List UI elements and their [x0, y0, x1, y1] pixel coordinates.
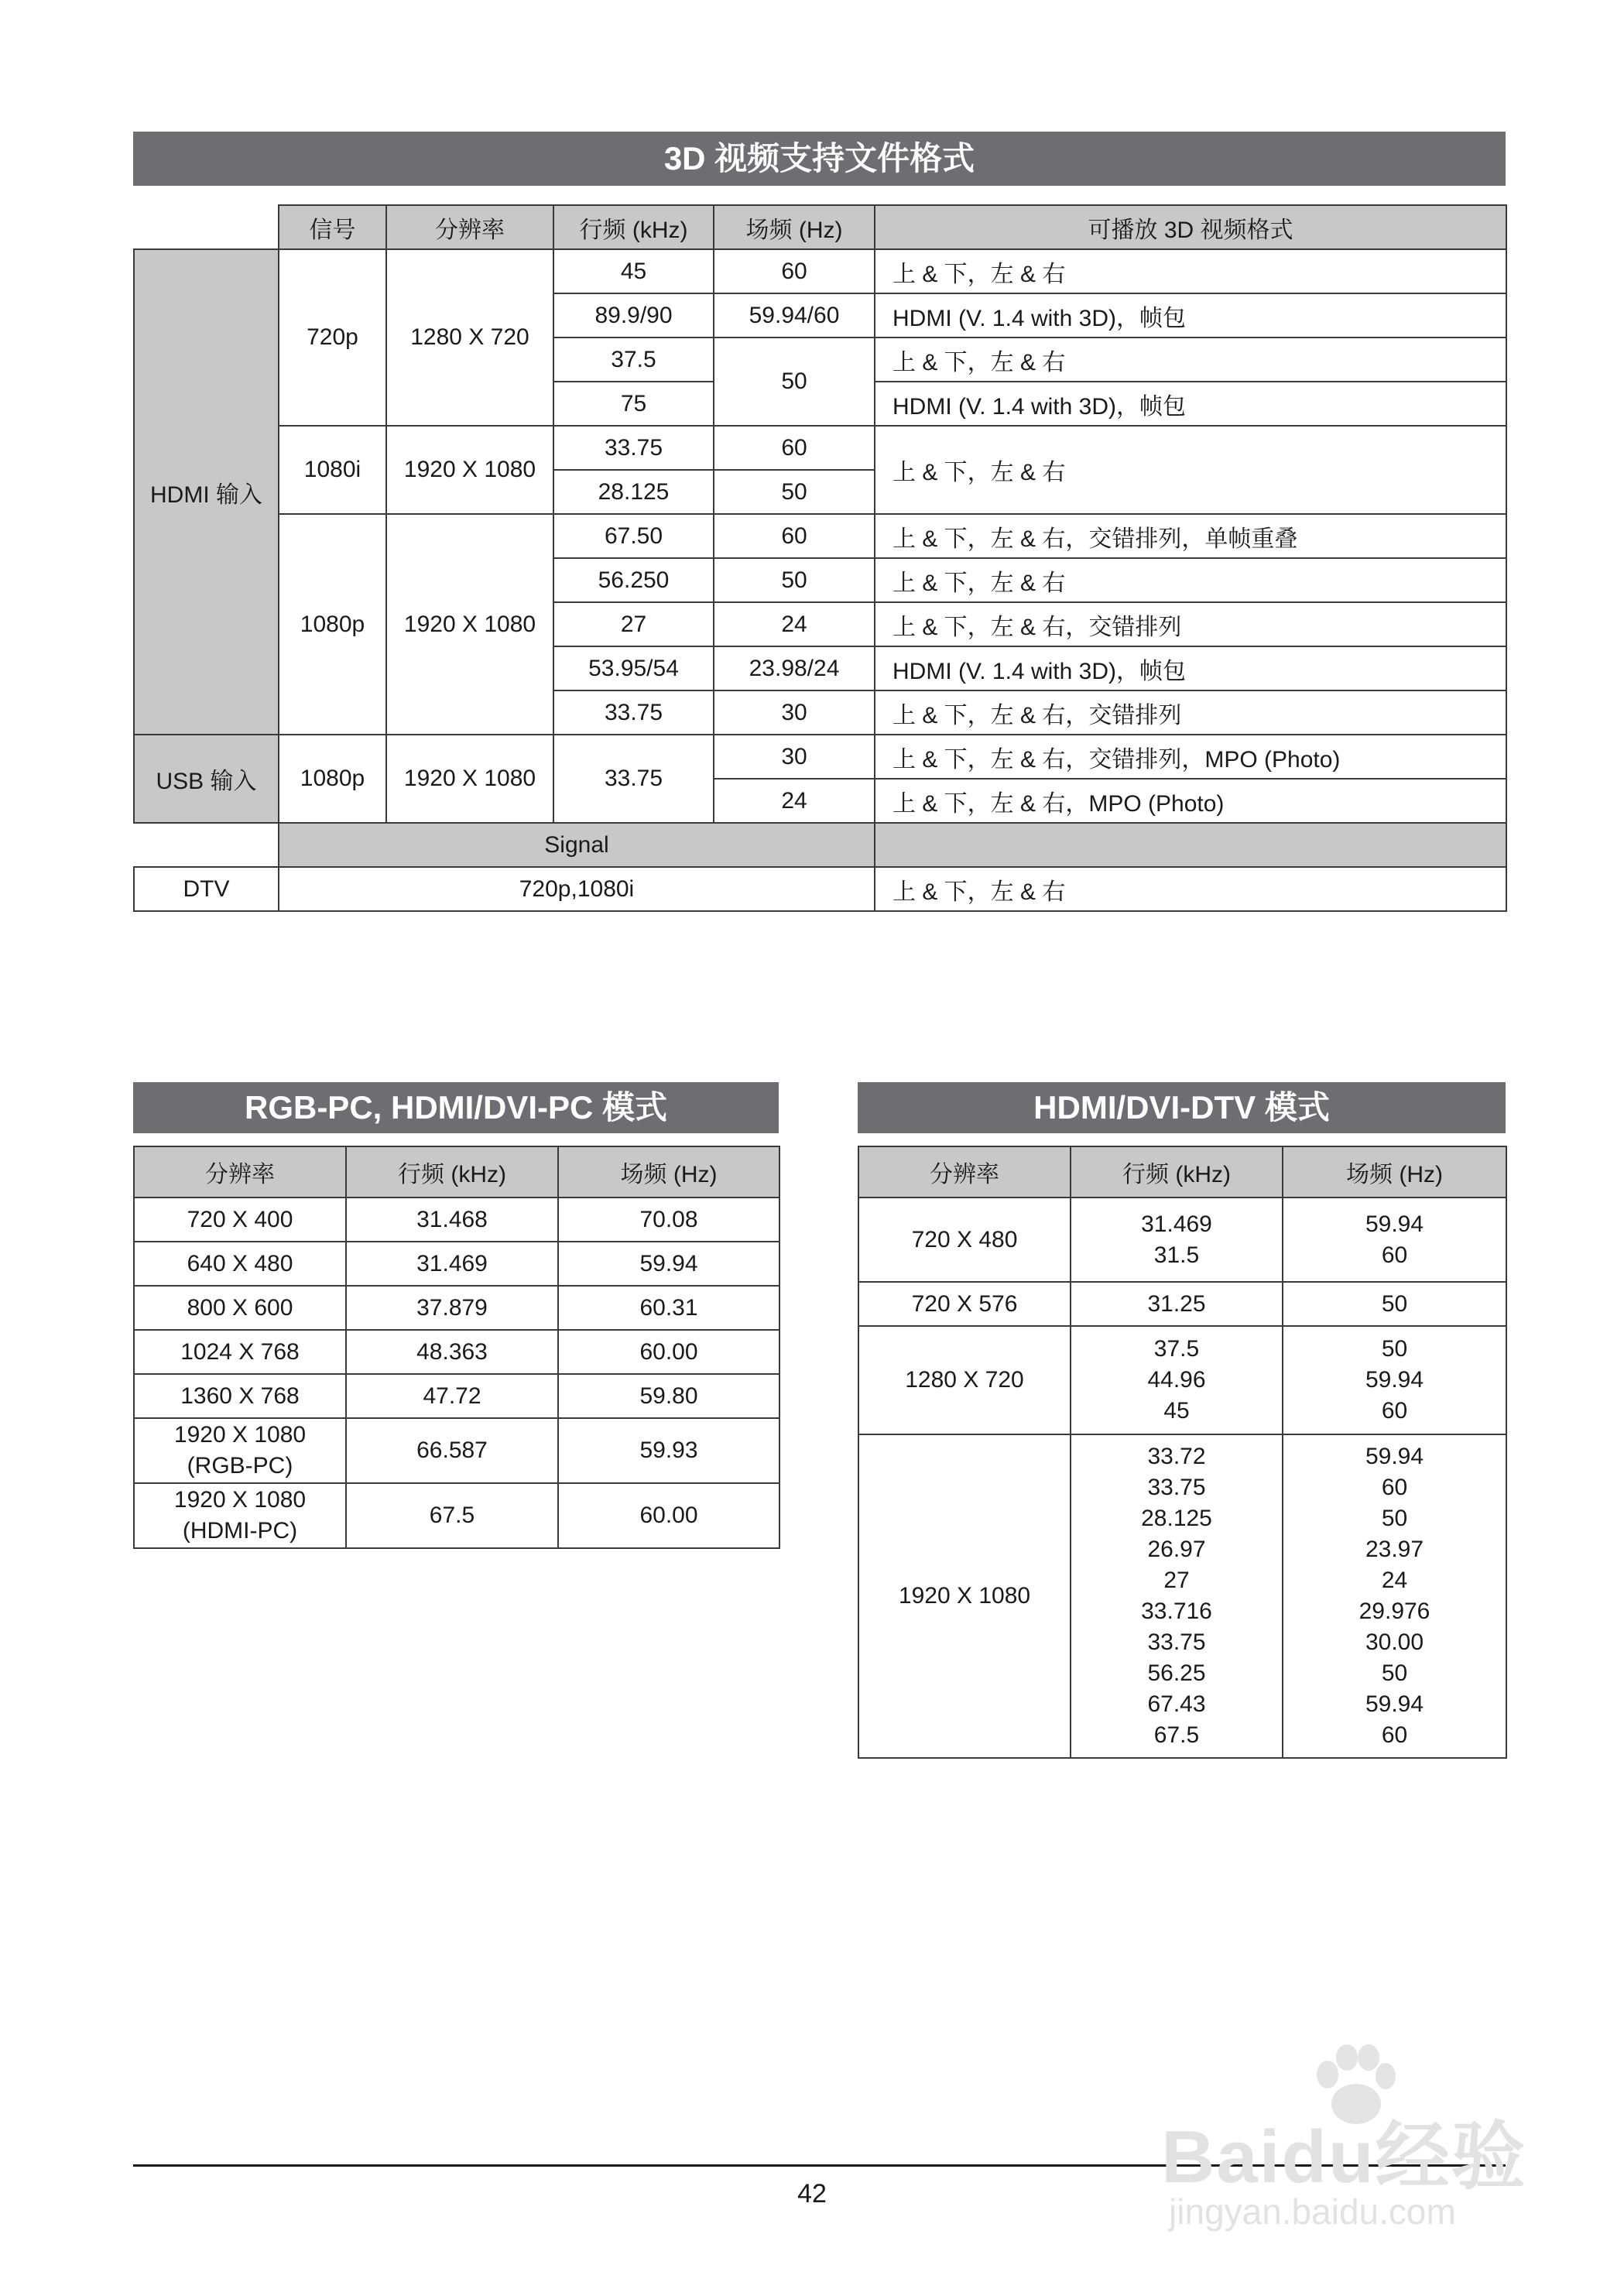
h-freq-cell — [1071, 1326, 1283, 1434]
resolution-cell: 1920 X 1080 — [386, 426, 553, 514]
table-row — [134, 1286, 779, 1330]
table-header-row — [858, 1146, 1506, 1198]
h-freq-cell: 33.75 — [553, 735, 714, 823]
usb-input-label: USB 输入 — [134, 735, 279, 823]
h-freq-cell: 45 — [553, 249, 714, 293]
value-line: 60 — [1381, 1398, 1408, 1424]
h-freq-cell: 33.75 — [553, 426, 714, 470]
header-h-freq: 行频 (kHz) — [1071, 1146, 1283, 1198]
format-cell: 上 & 下，左 & 右 — [875, 426, 1506, 514]
format-cell: 上 & 下，左 & 右，MPO (Photo) — [875, 779, 1506, 823]
v-freq-cell: 60 — [714, 514, 875, 558]
signal-header-blank — [875, 823, 1506, 867]
table-rgb-pc-mode — [133, 1146, 780, 1549]
value-line: 60 — [1381, 1475, 1408, 1500]
h-freq-cell — [1071, 1434, 1283, 1758]
signal-cell: 1080p — [279, 514, 386, 735]
page-number: 42 — [797, 2179, 827, 2208]
watermark-url: jingyan.baidu.com — [1169, 2191, 1456, 2232]
h-freq-cell: 56.250 — [553, 558, 714, 602]
value-line: 30.00 — [1365, 1629, 1424, 1655]
resolution-cell: 1280 X 720 — [858, 1326, 1071, 1434]
format-cell: HDMI (V. 1.4 with 3D)，帧包 — [875, 293, 1506, 338]
value-line: 60 — [1381, 1242, 1408, 1268]
table-row — [134, 1242, 779, 1286]
signal-cell: 1080i — [279, 426, 386, 514]
value-line: 50 — [1381, 1660, 1408, 1686]
format-cell: 上 & 下，左 & 右，交错排列，单帧重叠 — [875, 514, 1506, 558]
format-cell: 上 & 下，左 & 右，交错排列 — [875, 690, 1506, 735]
h-freq-cell: 47.72 — [346, 1374, 558, 1418]
watermark-logo: Baidu经验 — [1161, 2116, 1527, 2198]
watermark — [1161, 2044, 1548, 2245]
v-freq-cell: 50 — [714, 470, 875, 514]
value-line: 59.94 — [1365, 1211, 1424, 1237]
banner-rgb-pc-mode: RGB-PC, HDMI/DVI-PC 模式 — [133, 1082, 779, 1133]
hdmi-input-label: HDMI 输入 — [134, 249, 279, 735]
v-freq-cell — [1283, 1434, 1506, 1758]
header-3d-format: 可播放 3D 视频格式 — [875, 205, 1506, 249]
table-row — [134, 735, 1506, 779]
format-cell: 上 & 下，左 & 右 — [875, 867, 1506, 911]
dtv-signal: 720p,1080i — [279, 867, 875, 911]
value-line: 50 — [1381, 1506, 1408, 1531]
value-line: 31.5 — [1153, 1242, 1200, 1268]
h-freq-cell: 28.125 — [553, 470, 714, 514]
v-freq-cell: 60.00 — [558, 1483, 779, 1548]
resolution-cell: 1920 X 1080 — [858, 1434, 1071, 1758]
signal-header-row — [134, 823, 1506, 867]
table-row — [134, 1374, 779, 1418]
table-row — [858, 1434, 1506, 1758]
header-h-freq: 行频 (kHz) — [553, 205, 714, 249]
h-freq-cell: 67.5 — [346, 1483, 558, 1548]
value-line: 50 — [1381, 1290, 1408, 1317]
h-freq-cell: 48.363 — [346, 1330, 558, 1374]
v-freq-cell: 60.00 — [558, 1330, 779, 1374]
value-line: 31.25 — [1147, 1290, 1206, 1317]
h-freq-cell: 31.469 — [346, 1242, 558, 1286]
h-freq-cell: 27 — [553, 602, 714, 646]
table-row — [134, 1198, 779, 1242]
format-cell: HDMI (V. 1.4 with 3D)，帧包 — [875, 646, 1506, 690]
v-freq-cell: 24 — [714, 779, 875, 823]
value-line: 67.43 — [1147, 1691, 1206, 1717]
table-row — [858, 1326, 1506, 1434]
h-freq-cell: 53.95/54 — [553, 646, 714, 690]
v-freq-cell: 60 — [714, 426, 875, 470]
table-row — [134, 1483, 779, 1548]
table-row — [134, 249, 1506, 293]
v-freq-cell: 24 — [714, 602, 875, 646]
signal-cell: 1080p — [279, 735, 386, 823]
table-row — [134, 426, 1506, 470]
value-line: 33.72 — [1147, 1444, 1206, 1469]
signal-header: Signal — [279, 823, 875, 867]
table-row — [134, 867, 1506, 911]
format-cell: 上 & 下，左 & 右，交错排列，MPO (Photo) — [875, 735, 1506, 779]
header-resolution: 分辨率 — [386, 205, 553, 249]
v-freq-cell: 60 — [714, 249, 875, 293]
h-freq-cell — [1071, 1198, 1283, 1282]
v-freq-cell: 30 — [714, 735, 875, 779]
table-3d-formats — [133, 204, 1507, 912]
resolution-cell: 640 X 480 — [134, 1242, 346, 1286]
value-line: 28.125 — [1141, 1506, 1212, 1531]
resolution-mode: (HDMI-PC) — [182, 1518, 298, 1544]
table-row — [134, 1330, 779, 1374]
value-line: 33.75 — [1147, 1629, 1206, 1655]
value-line: 59.94 — [1365, 1367, 1424, 1393]
format-cell: 上 & 下，左 & 右 — [875, 338, 1506, 382]
resolution-line: 1920 X 1080 — [173, 1422, 307, 1448]
h-freq-cell: 67.50 — [553, 514, 714, 558]
resolution-cell: 720 X 400 — [134, 1198, 346, 1242]
table-row — [134, 514, 1506, 558]
banner-3d-formats: 3D 视频支持文件格式 — [133, 132, 1506, 186]
resolution-cell: 720 X 576 — [858, 1282, 1071, 1326]
header-v-freq: 场频 (Hz) — [558, 1146, 779, 1198]
resolution-cell: 800 X 600 — [134, 1286, 346, 1330]
v-freq-cell: 59.80 — [558, 1374, 779, 1418]
header-v-freq: 场频 (Hz) — [714, 205, 875, 249]
value-line: 33.75 — [1147, 1475, 1206, 1500]
v-freq-cell: 50 — [714, 338, 875, 426]
resolution-cell — [134, 1418, 346, 1483]
resolution-cell: 1024 X 768 — [134, 1330, 346, 1374]
header-h-freq: 行频 (kHz) — [346, 1146, 558, 1198]
h-freq-cell: 75 — [553, 382, 714, 426]
h-freq-cell: 31.468 — [346, 1198, 558, 1242]
banner-dtv-mode: HDMI/DVI-DTV 模式 — [858, 1082, 1506, 1133]
value-line: 44.96 — [1147, 1367, 1206, 1393]
value-line: 29.976 — [1358, 1598, 1430, 1624]
table-header-row — [134, 1146, 779, 1198]
value-line: 56.25 — [1147, 1660, 1206, 1686]
value-line: 24 — [1381, 1568, 1408, 1593]
format-cell: 上 & 下，左 & 右 — [875, 558, 1506, 602]
resolution-cell — [134, 1483, 346, 1548]
h-freq-cell: 89.9/90 — [553, 293, 714, 338]
value-line: 59.94 — [1365, 1691, 1424, 1717]
v-freq-cell: 70.08 — [558, 1198, 779, 1242]
resolution-cell: 1920 X 1080 — [386, 735, 553, 823]
signal-cell: 720p — [279, 249, 386, 426]
h-freq-cell: 66.587 — [346, 1418, 558, 1483]
h-freq-cell: 37.5 — [553, 338, 714, 382]
header-resolution: 分辨率 — [858, 1146, 1071, 1198]
value-line: 50 — [1381, 1336, 1408, 1362]
v-freq-cell: 50 — [714, 558, 875, 602]
resolution-cell: 720 X 480 — [858, 1198, 1071, 1282]
value-line: 67.5 — [1153, 1722, 1200, 1748]
header-signal: 信号 — [279, 205, 386, 249]
v-freq-cell — [1283, 1282, 1506, 1326]
value-line: 33.716 — [1141, 1598, 1212, 1624]
value-line: 45 — [1163, 1398, 1190, 1424]
v-freq-cell: 60.31 — [558, 1286, 779, 1330]
value-line: 31.469 — [1141, 1211, 1212, 1237]
format-cell: 上 & 下，左 & 右，交错排列 — [875, 602, 1506, 646]
v-freq-cell: 23.98/24 — [714, 646, 875, 690]
header-v-freq: 场频 (Hz) — [1283, 1146, 1506, 1198]
format-cell: 上 & 下，左 & 右 — [875, 249, 1506, 293]
table-header-row — [134, 205, 1506, 249]
h-freq-cell — [1071, 1282, 1283, 1326]
v-freq-cell: 59.94/60 — [714, 293, 875, 338]
h-freq-cell: 33.75 — [553, 690, 714, 735]
table-row — [134, 1418, 779, 1483]
v-freq-cell — [1283, 1198, 1506, 1282]
resolution-cell: 1280 X 720 — [386, 249, 553, 426]
v-freq-cell: 59.94 — [558, 1242, 779, 1286]
value-line: 27 — [1163, 1568, 1190, 1593]
table-dtv-mode — [858, 1146, 1507, 1759]
v-freq-cell — [1283, 1326, 1506, 1434]
resolution-cell: 1920 X 1080 — [386, 514, 553, 735]
resolution-cell: 1360 X 768 — [134, 1374, 346, 1418]
resolution-line: 1920 X 1080 — [173, 1487, 307, 1513]
format-cell: HDMI (V. 1.4 with 3D)，帧包 — [875, 382, 1506, 426]
v-freq-cell: 59.93 — [558, 1418, 779, 1483]
dtv-label: DTV — [134, 867, 279, 911]
v-freq-cell: 30 — [714, 690, 875, 735]
value-line: 59.94 — [1365, 1444, 1424, 1469]
resolution-mode: (RGB-PC) — [187, 1453, 293, 1479]
value-line: 23.97 — [1365, 1537, 1424, 1562]
table-row — [858, 1282, 1506, 1326]
value-line: 26.97 — [1147, 1537, 1206, 1562]
value-line: 60 — [1381, 1722, 1408, 1748]
header-resolution: 分辨率 — [134, 1146, 346, 1198]
table-row — [858, 1198, 1506, 1282]
value-line: 37.5 — [1153, 1336, 1200, 1362]
h-freq-cell: 37.879 — [346, 1286, 558, 1330]
